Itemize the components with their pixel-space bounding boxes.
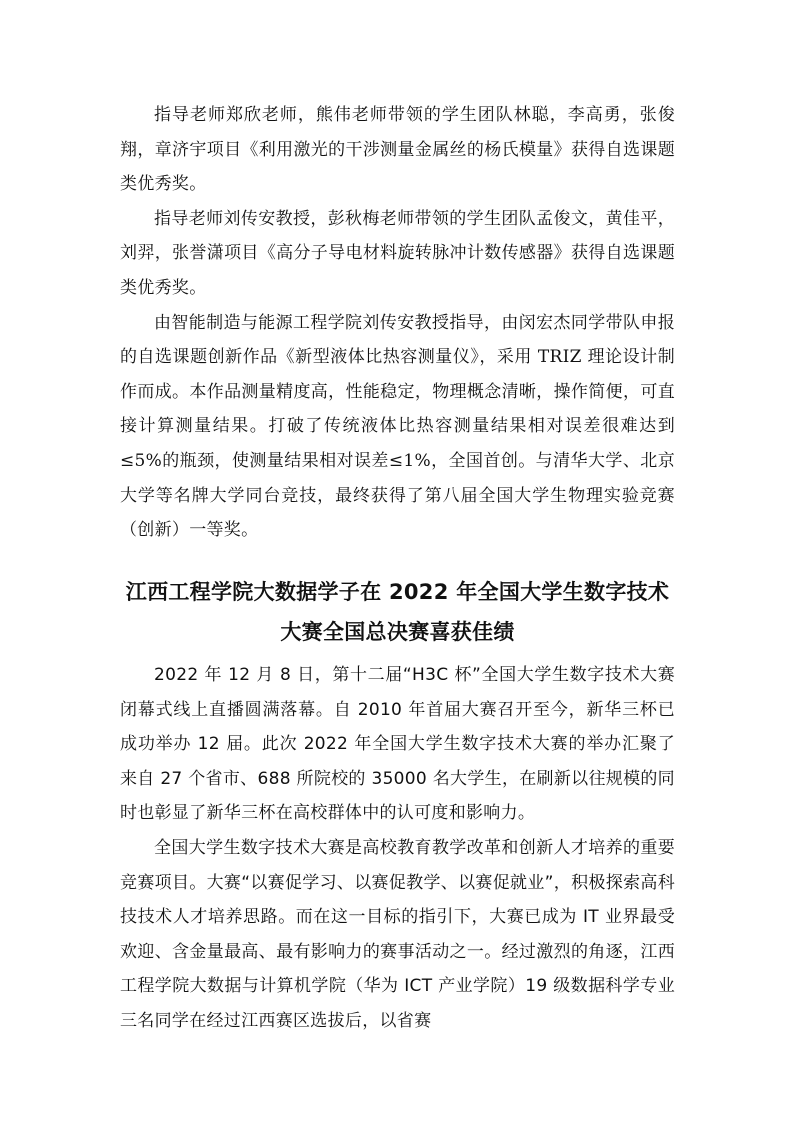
article-title: 江西工程学院大数据学子在 2022 年全国大学生数字技术大赛全国总决赛喜获佳绩 xyxy=(125,580,670,644)
paragraph-award-2: 指导老师刘传安教授，彭秋梅老师带领的学生团队孟俊文，黄佳平，刘羿，张誉潇项目《高分子导电材料旋转脉冲计数传感器》获得自选课题类优秀奖。 xyxy=(120,208,675,298)
article-digital-contest xyxy=(120,572,675,1039)
paragraph-contest-1: 2022 年 12 月 8 日，第十二届“H3C 杯”全国大学生数字技术大赛闭幕式线上直播圆满落幕。自 2010 年首届大赛召开至今，新华三杯已成功举办 12 届。此次 2022 年全国大学生数字技术大赛的举办汇聚了来自 27 个省市、688 所院校的 35000 名大学生，在刷新以往规模的同时也彰显了新华三杯在高校群体中的认可度和影响力。 xyxy=(120,665,675,824)
paragraph-award-3: 由智能制造与能源工程学院刘传安教授指导，由闵宏杰同学带队申报的自选课题创新作品《新型液体比热容测量仪》，采用 TRIZ 理论设计制作而成。本作品测量精度高，性能稳定，物理概念清晰，操作简便，可直接计算测量结果。打破了传统液体比热容测量结果相对误差很难达到≤5%的瓶颈，使测量结果相对误差≤1%，全国首创。与清华大学、北京大学等名牌大学同台竞技，最终获得了第八届全国大学生物理实验竞赛（创新）一等奖。 xyxy=(120,312,675,541)
paragraph-contest-2: 全国大学生数字技术大赛是高校教育教学改革和创新人才培养的重要竞赛项目。大赛“以赛促学习、以赛促教学、以赛促就业”，积极探索高科技技术人才培养思路。而在这一目标的指引下，大赛已成为 IT 业界最受欢迎、含金量最高、最有影响力的赛事活动之一。经过激烈的角逐，江西工程学院大数据与计算机学院（华为 ICT 产业学院）19 级数据科学专业三名同学在经过江西赛区选拔后，以省赛 xyxy=(120,837,675,1031)
paragraph-award-1: 指导老师郑欣老师，熊伟老师带领的学生团队林聪，李高勇，张俊翔，章济宇项目《利用激光的干涉测量金属丝的杨氏模量》获得自选课题类优秀奖。 xyxy=(120,105,675,195)
article-awards-section xyxy=(120,98,675,548)
